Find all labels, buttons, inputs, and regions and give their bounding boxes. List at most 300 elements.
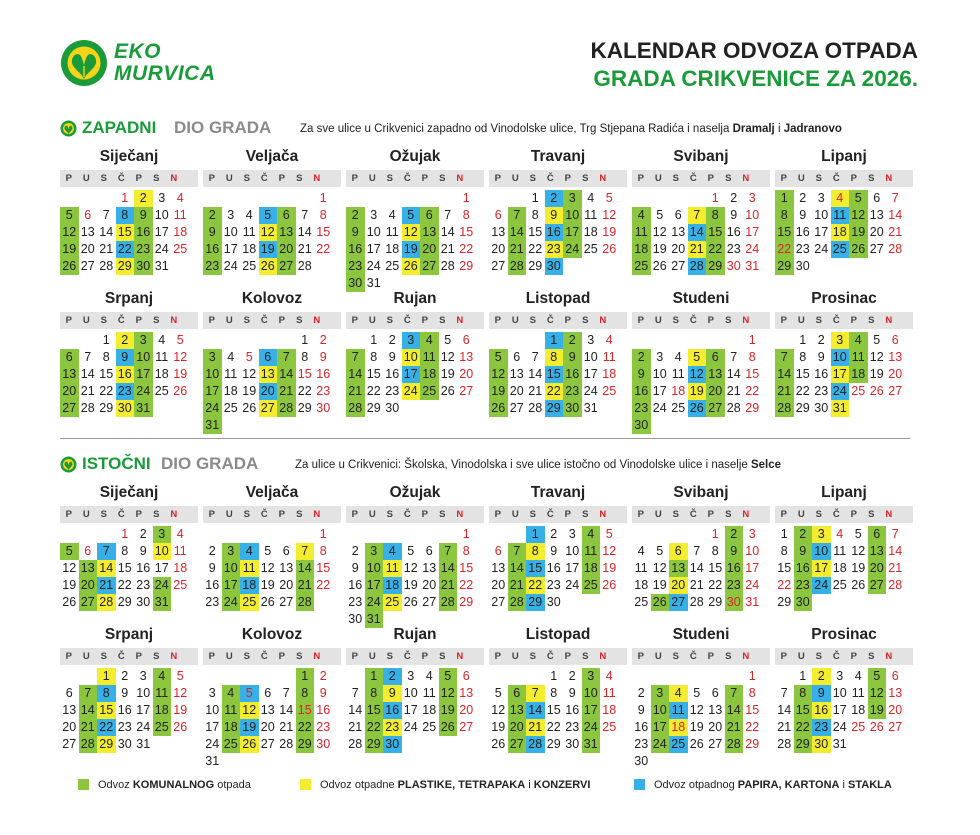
weekday-label: P: [421, 509, 428, 520]
day-cell: 31: [582, 736, 601, 753]
day-cell: 29: [775, 258, 794, 275]
day-cell: 26: [60, 258, 79, 275]
day-cell: 6: [513, 350, 521, 365]
day-cell: 27: [80, 259, 95, 274]
day-cell: 28: [528, 401, 543, 416]
day-cell: 13: [260, 703, 275, 718]
day-cell: 22: [316, 242, 331, 257]
weekday-label: P: [278, 173, 285, 184]
weekday-label: Č: [689, 173, 697, 184]
day-cell: 18: [632, 241, 651, 258]
day-cell: 1: [97, 668, 116, 685]
day-cell: 27: [491, 595, 506, 610]
day-cell: 3: [139, 669, 147, 683]
day-cell: 6: [425, 544, 433, 559]
day-cell: 31: [831, 400, 850, 417]
weekday-label: S: [582, 509, 589, 520]
weekday-header: [489, 648, 627, 665]
day-cell: 29: [795, 401, 810, 416]
day-cell: 5: [873, 333, 881, 347]
day-cell: 21: [689, 578, 704, 593]
weekday-label: S: [439, 509, 446, 520]
day-cell: 9: [632, 366, 651, 383]
day-cell: 28: [888, 242, 903, 257]
month-name: Lipanj: [821, 484, 867, 501]
day-cell: 13: [279, 561, 294, 576]
day-cell: 9: [730, 208, 738, 223]
day-cell: 27: [422, 595, 437, 610]
day-cell: 19: [173, 367, 188, 382]
leaf-bullet-icon: [60, 120, 77, 137]
day-cell: 8: [319, 544, 327, 559]
day-cell: 9: [817, 350, 825, 365]
weekday-label: Č: [832, 173, 840, 184]
weekday-label: U: [511, 651, 519, 662]
weekday-label: N: [313, 173, 321, 184]
weekday-label: S: [725, 173, 732, 184]
legend-swatch-green: [78, 779, 89, 790]
day-cell: 22: [97, 719, 116, 736]
day-cell: 26: [260, 595, 275, 610]
weekday-label: S: [386, 315, 393, 326]
weekday-label: P: [65, 173, 72, 184]
day-cell: 21: [346, 383, 365, 400]
day-cell: 27: [277, 258, 296, 275]
day-cell: 2: [139, 527, 147, 541]
month-name: Travanj: [530, 148, 586, 165]
weekday-label: U: [797, 509, 805, 520]
day-cell: 15: [795, 367, 810, 382]
weekday-label: Č: [403, 509, 411, 520]
day-cell: 23: [116, 383, 135, 400]
day-cell: 16: [814, 367, 829, 382]
day-cell: 26: [439, 719, 458, 736]
day-cell: 27: [259, 400, 278, 417]
day-cell: 8: [370, 350, 378, 365]
logo-word-murvica: MURVICA: [114, 62, 216, 85]
day-cell: 10: [402, 349, 421, 366]
day-cell: 4: [582, 526, 601, 543]
day-cell: 17: [583, 367, 598, 382]
day-cell: 24: [402, 383, 421, 400]
day-cell: 14: [726, 367, 741, 382]
day-cell: 30: [316, 401, 331, 416]
weekday-label: N: [313, 651, 321, 662]
day-cell: 13: [420, 224, 439, 241]
day-cell: 23: [546, 578, 561, 593]
day-cell: 6: [462, 333, 470, 347]
weekday-label: Č: [117, 315, 125, 326]
day-cell: 29: [745, 737, 760, 752]
day-cell: 16: [795, 225, 810, 240]
day-cell: 15: [526, 560, 545, 577]
day-cell: 21: [888, 225, 903, 240]
day-cell: 1: [102, 333, 110, 347]
day-cell: 27: [79, 594, 98, 611]
weekday-label: U: [225, 173, 233, 184]
day-cell: 11: [584, 208, 598, 223]
day-grid: [346, 190, 484, 292]
day-cell: 18: [849, 366, 868, 383]
day-cell: 11: [831, 207, 850, 224]
day-cell: 13: [508, 702, 527, 719]
day-cell: 13: [888, 350, 903, 365]
day-cell: 5: [489, 349, 508, 366]
day-cell: 22: [706, 241, 725, 258]
day-cell: 12: [489, 366, 508, 383]
day-cell: 17: [154, 225, 169, 240]
day-cell: 30: [116, 400, 135, 417]
weekday-header: [346, 170, 484, 187]
day-grid: [203, 526, 341, 611]
legend-swatch-blue: [634, 779, 645, 790]
day-cell: 14: [296, 560, 315, 577]
day-cell: 2: [563, 332, 582, 349]
month-calendar: [60, 290, 198, 417]
day-cell: 31: [154, 259, 169, 274]
day-cell: 7: [346, 349, 365, 366]
day-cell: 3: [568, 527, 576, 541]
day-cell: 12: [240, 702, 259, 719]
day-cell: 7: [891, 191, 899, 205]
day-cell: 5: [494, 686, 502, 701]
day-cell: 2: [637, 686, 645, 701]
day-cell: 2: [383, 668, 402, 685]
day-cell: 16: [545, 224, 564, 241]
day-cell: 31: [134, 400, 153, 417]
day-cell: 7: [351, 686, 359, 701]
day-cell: 12: [689, 703, 704, 718]
weekday-label: N: [170, 509, 178, 520]
day-cell: 6: [84, 208, 92, 223]
day-cell: 17: [832, 703, 847, 718]
weekday-label: Č: [546, 651, 554, 662]
day-cell: 24: [814, 242, 829, 257]
day-cell: 9: [346, 224, 365, 241]
weekday-header: [775, 648, 913, 665]
day-cell: 22: [708, 578, 723, 593]
day-cell: 8: [794, 685, 813, 702]
day-cell: 28: [97, 594, 116, 611]
day-cell: 4: [153, 668, 172, 685]
section-title-east: ISTOČNI: [82, 454, 151, 473]
day-cell: 24: [831, 383, 850, 400]
day-cell: 19: [869, 367, 884, 382]
day-cell: 1: [370, 333, 378, 347]
day-cell: 1: [748, 669, 756, 683]
day-cell: 30: [812, 736, 831, 753]
day-cell: 21: [97, 577, 116, 594]
day-cell: 11: [671, 367, 685, 382]
day-grid: [203, 668, 341, 770]
weekday-label: S: [296, 651, 303, 662]
day-cell: 16: [546, 561, 561, 576]
day-cell: 17: [831, 366, 850, 383]
month-calendar: [60, 626, 198, 753]
month-name: Travanj: [530, 484, 586, 501]
day-cell: 20: [708, 720, 723, 735]
day-cell: 5: [240, 685, 259, 702]
day-cell: 25: [632, 258, 651, 275]
day-cell: 16: [565, 703, 580, 718]
day-cell: 3: [748, 527, 756, 541]
day-cell: 4: [176, 191, 184, 205]
day-cell: 27: [888, 720, 903, 735]
day-cell: 3: [651, 685, 670, 702]
day-cell: 7: [79, 685, 98, 702]
day-cell: 27: [868, 577, 887, 594]
day-cell: 1: [301, 333, 309, 347]
day-cell: 6: [259, 349, 278, 366]
day-cell: 29: [459, 595, 474, 610]
day-cell: 9: [121, 686, 129, 701]
day-cell: 2: [568, 669, 576, 683]
weekday-label: N: [170, 315, 178, 326]
day-cell: 23: [117, 720, 132, 735]
title-line-1: KALENDAR ODVOZA OTPADA: [590, 38, 918, 63]
weekday-label: P: [494, 173, 501, 184]
day-cell: 8: [531, 208, 539, 223]
day-cell: 14: [277, 366, 296, 383]
day-cell: 12: [652, 225, 667, 240]
day-cell: 3: [222, 543, 241, 560]
day-grid: [489, 526, 627, 611]
month-name: Veljača: [245, 484, 299, 501]
day-cell: 23: [563, 383, 582, 400]
day-cell: 25: [422, 720, 437, 735]
weekday-label: P: [135, 651, 142, 662]
day-cell: 16: [725, 560, 744, 577]
weekday-label: N: [170, 651, 178, 662]
day-cell: 3: [203, 349, 222, 366]
day-cell: 7: [780, 686, 788, 701]
day-cell: 6: [669, 543, 688, 560]
day-cell: 16: [634, 720, 649, 735]
day-cell: 24: [136, 720, 151, 735]
day-cell: 1: [296, 668, 315, 685]
day-cell: 11: [385, 225, 399, 240]
legend-swatch-yellow: [300, 779, 311, 790]
day-cell: 8: [711, 544, 719, 559]
day-cell: 14: [97, 560, 116, 577]
weekday-label: N: [456, 173, 464, 184]
day-cell: 15: [708, 561, 723, 576]
day-cell: 4: [388, 208, 396, 223]
weekday-label: U: [797, 315, 805, 326]
day-cell: 6: [420, 207, 439, 224]
day-cell: 12: [869, 350, 884, 365]
weekday-header: [60, 506, 198, 523]
month-calendar: [775, 626, 913, 753]
weekday-label: U: [82, 173, 90, 184]
day-cell: 26: [242, 401, 257, 416]
weekday-label: S: [868, 173, 875, 184]
month-calendar: [632, 290, 770, 434]
day-cell: 25: [173, 242, 188, 257]
day-cell: 10: [745, 208, 760, 223]
day-cell: 29: [777, 595, 792, 610]
weekday-label: P: [564, 651, 571, 662]
weekday-label: S: [296, 173, 303, 184]
day-cell: 23: [545, 241, 564, 258]
day-cell: 9: [563, 349, 582, 366]
weekday-label: S: [672, 315, 679, 326]
weekday-label: S: [386, 509, 393, 520]
day-cell: 28: [777, 737, 792, 752]
day-cell: 6: [264, 686, 272, 701]
day-cell: 5: [693, 686, 701, 701]
day-cell: 13: [706, 366, 725, 383]
weekday-label: S: [529, 509, 536, 520]
day-cell: 18: [422, 703, 437, 718]
day-cell: 3: [208, 686, 216, 701]
day-cell: 15: [745, 703, 760, 718]
weekday-label: P: [637, 315, 644, 326]
day-cell: 29: [794, 736, 813, 753]
day-cell: 10: [583, 350, 598, 365]
weekday-label: U: [654, 651, 662, 662]
day-cell: 28: [99, 259, 114, 274]
day-cell: 9: [725, 543, 744, 560]
day-cell: 27: [62, 737, 77, 752]
day-cell: 11: [632, 224, 651, 241]
day-cell: 29: [297, 401, 312, 416]
day-cell: 1: [462, 191, 470, 205]
day-cell: 20: [888, 703, 903, 718]
day-cell: 26: [652, 259, 667, 274]
month-name: Srpanj: [104, 626, 154, 643]
day-cell: 8: [706, 207, 725, 224]
day-cell: 29: [526, 594, 545, 611]
day-cell: 28: [508, 594, 527, 611]
day-cell: 26: [869, 720, 884, 735]
day-cell: 20: [279, 578, 294, 593]
day-cell: 28: [277, 400, 296, 417]
weekday-label: U: [225, 315, 233, 326]
day-cell: 12: [62, 561, 77, 576]
day-cell: 29: [545, 400, 564, 417]
weekday-label: P: [135, 509, 142, 520]
weekday-label: P: [65, 651, 72, 662]
section-title-west: ZAPADNI: [82, 118, 157, 137]
weekday-label: S: [153, 315, 160, 326]
day-cell: 2: [319, 669, 327, 683]
day-cell: 21: [688, 241, 707, 258]
eko-murvica-logo: [60, 39, 235, 89]
day-cell: 18: [383, 577, 402, 594]
day-cell: 22: [117, 578, 132, 593]
weekday-label: Č: [689, 315, 697, 326]
day-cell: 21: [439, 577, 458, 594]
day-cell: 14: [689, 561, 704, 576]
month-calendar: [489, 290, 627, 417]
weekday-label: P: [850, 173, 857, 184]
day-cell: 18: [173, 561, 188, 576]
day-cell: 29: [528, 259, 543, 274]
day-cell: 24: [745, 578, 760, 593]
weekday-label: N: [885, 509, 893, 520]
weekday-label: S: [153, 173, 160, 184]
day-cell: 20: [669, 577, 688, 594]
day-cell: 13: [868, 543, 887, 560]
day-cell: 28: [79, 736, 98, 753]
section-divider: [60, 438, 910, 439]
day-cell: 13: [459, 686, 474, 701]
day-cell: 23: [203, 258, 222, 275]
weekday-label: P: [850, 509, 857, 520]
day-cell: 9: [203, 224, 222, 241]
day-cell: 25: [583, 242, 598, 257]
weekday-label: S: [243, 651, 250, 662]
day-cell: 11: [222, 702, 241, 719]
day-cell: 7: [891, 527, 899, 541]
day-cell: 9: [794, 543, 813, 560]
day-cell: 22: [775, 241, 794, 258]
weekday-label: Č: [832, 315, 840, 326]
day-cell: 10: [366, 225, 381, 240]
day-cell: 10: [203, 366, 222, 383]
day-cell: 7: [526, 685, 545, 702]
day-cell: 7: [84, 350, 92, 365]
weekday-label: P: [208, 315, 215, 326]
day-cell: 20: [60, 383, 79, 400]
day-cell: 6: [674, 208, 682, 223]
weekday-header: [203, 506, 341, 523]
day-cell: 26: [689, 737, 704, 752]
day-cell: 1: [531, 191, 539, 205]
weekday-label: S: [439, 173, 446, 184]
day-cell: 27: [459, 384, 474, 399]
day-cell: 30: [794, 594, 813, 611]
weekday-label: N: [885, 315, 893, 326]
day-cell: 5: [259, 207, 278, 224]
day-cell: 11: [153, 685, 172, 702]
weekday-label: P: [707, 315, 714, 326]
day-cell: 12: [403, 561, 418, 576]
day-cell: 12: [652, 561, 667, 576]
day-cell: 25: [153, 719, 172, 736]
day-cell: 28: [508, 258, 527, 275]
day-cell: 5: [868, 668, 887, 685]
day-cell: 14: [508, 224, 527, 241]
day-cell: 15: [777, 561, 792, 576]
month-calendar: [489, 148, 627, 275]
day-cell: 29: [117, 595, 132, 610]
month-name: Prosinac: [811, 626, 877, 643]
day-cell: 24: [223, 259, 238, 274]
day-cell: 22: [99, 384, 114, 399]
day-cell: 3: [153, 526, 172, 543]
day-cell: 22: [365, 719, 384, 736]
day-grid: [203, 190, 341, 275]
day-cell: 16: [812, 702, 831, 719]
section-subtitle-east: DIO GRADA: [161, 454, 259, 473]
day-cell: 30: [634, 754, 649, 769]
day-cell: 4: [176, 527, 184, 541]
weekday-label: P: [351, 509, 358, 520]
weekday-header: [775, 170, 913, 187]
day-cell: 9: [568, 686, 576, 701]
day-cell: 12: [402, 224, 421, 241]
day-cell: 14: [348, 703, 363, 718]
day-cell: 9: [319, 350, 327, 365]
day-cell: 10: [154, 208, 169, 223]
month-calendar: [346, 290, 484, 417]
day-cell: 26: [173, 384, 188, 399]
weekday-header: [489, 506, 627, 523]
day-cell: 15: [97, 702, 116, 719]
day-cell: 11: [849, 349, 868, 366]
